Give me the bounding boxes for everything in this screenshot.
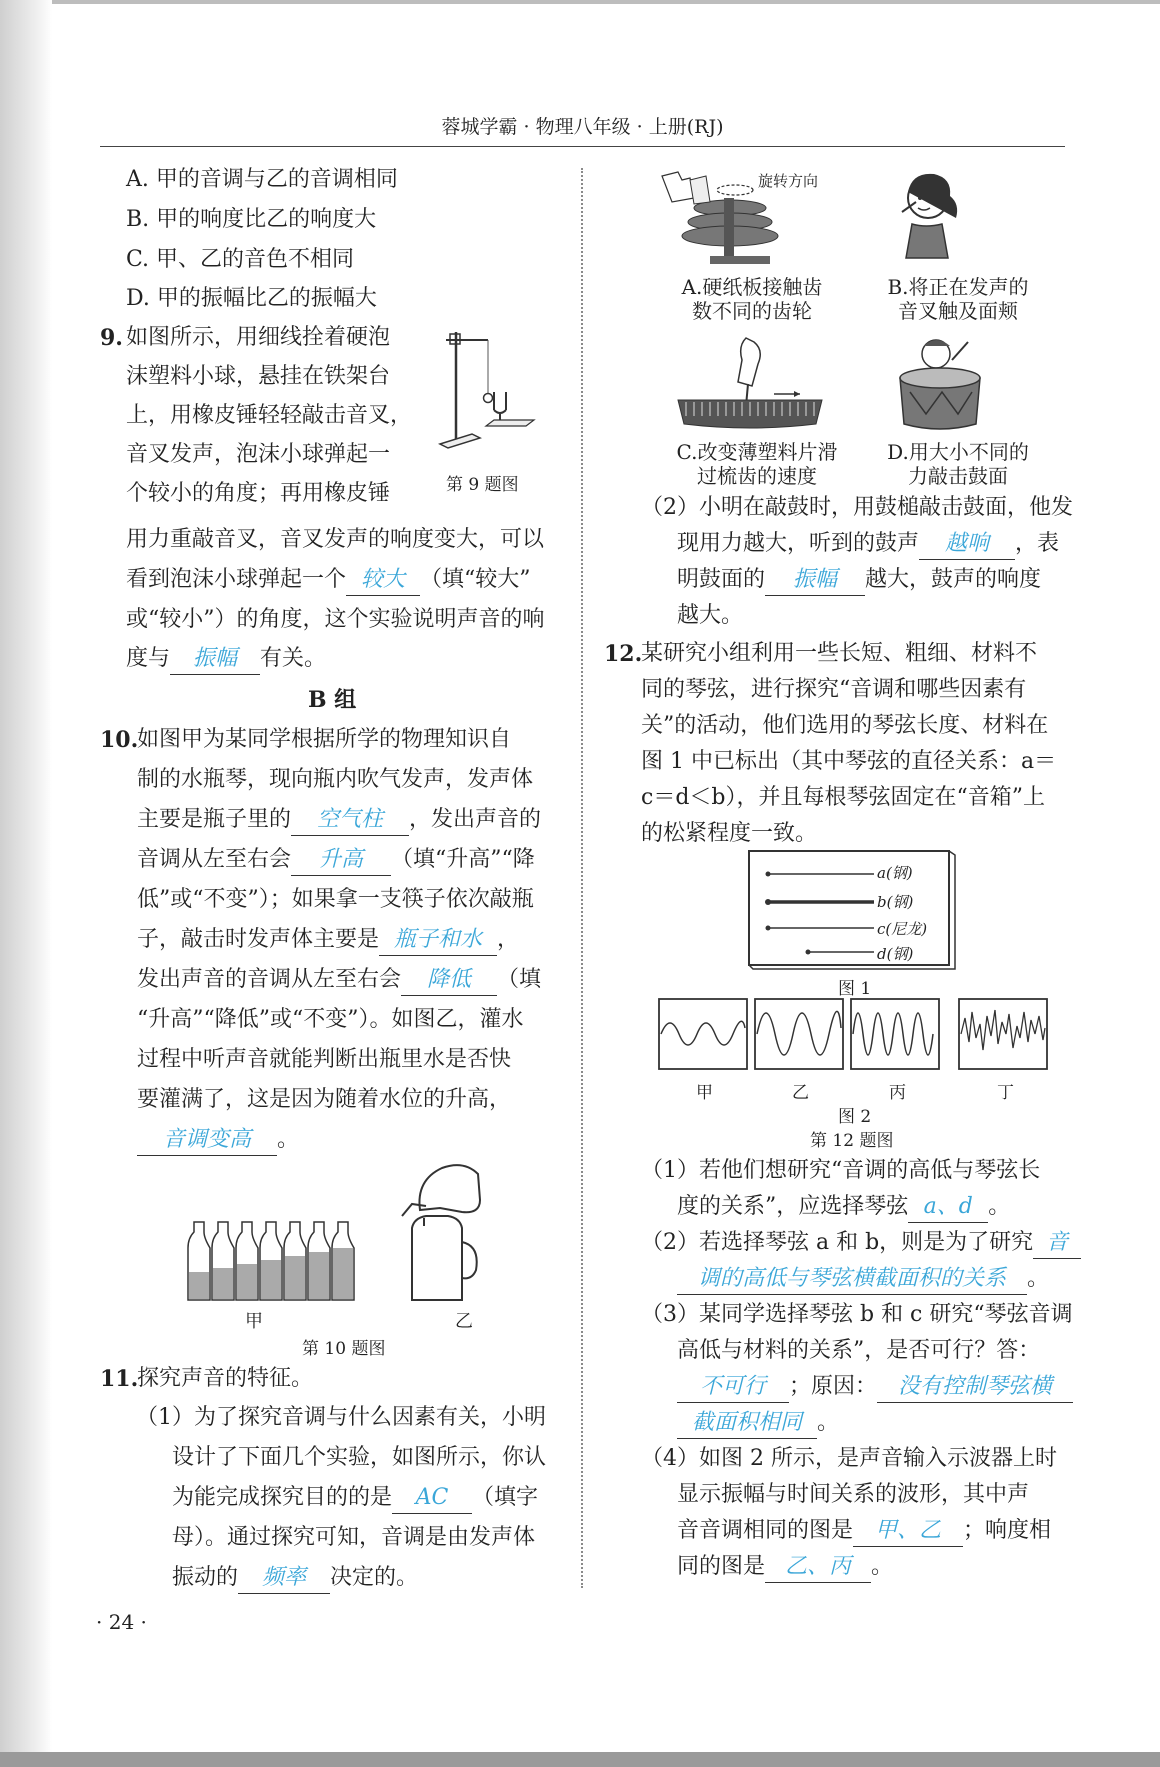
answer-blank[interactable]: 较大 (346, 565, 420, 596)
answer-blank[interactable]: a、d (908, 1192, 988, 1223)
q12-line: （4）如图 2 所示，是声音输入示波器上时 (641, 1446, 1057, 1471)
q11-fig-c-comb (676, 336, 826, 436)
q9-figure (436, 322, 546, 452)
q10-label-b: 乙 (455, 1311, 473, 1332)
q10-line: 音调变高 。 (137, 1122, 299, 1158)
q12-line: 度的关系”，应选择琴弦 a、d 。 (677, 1189, 1010, 1225)
answer-blank[interactable]: 调的高低与琴弦横截面积的关系 (677, 1264, 1027, 1295)
header-rule (100, 146, 1065, 147)
answer-blank[interactable]: 频率 (238, 1563, 330, 1594)
answer-blank[interactable]: 甲、乙 (853, 1516, 963, 1547)
column-separator (581, 168, 583, 1588)
q12-line: 同的图是 乙、丙 。 (677, 1549, 893, 1585)
q12-line: 高低与材料的关系”，是否可行？答： (677, 1338, 1041, 1363)
q10-line: 发出声音的音调从左至右会 降低 （填 (137, 962, 541, 998)
q9-line: 沫塑料小球，悬挂在铁架台 (126, 364, 391, 389)
q11-fig-d-drum (896, 334, 986, 434)
q8-option-d: D. 甲的振幅比乙的振幅大 (126, 286, 377, 311)
q11-fig-c-label: C.改变薄塑料片滑 过梳齿的速度 (676, 440, 838, 488)
q11-line: 越大。 (677, 603, 744, 628)
string-label: b(钢) (877, 893, 914, 911)
q11-fig-b-face (890, 168, 970, 260)
q11-line: （1）为了探究音调与什么因素有关，小明 (136, 1405, 546, 1430)
q9-line: 度与 振幅 有关。 (126, 641, 326, 677)
q12-line: 的松紧程度一致。 (641, 821, 818, 846)
q10-line: 过程中听声音就能判断出瓶里水是否快 (137, 1047, 512, 1072)
kettle-and-jug (402, 1165, 480, 1300)
answer-blank[interactable]: 乙、丙 (765, 1552, 871, 1583)
rotation-label: 旋转方向 (758, 172, 819, 190)
string-label: d(钢) (877, 945, 914, 963)
q9-line: 或“较小”）的角度，这个实验说明声音的响 (126, 607, 545, 632)
q12-fig1-string-box (748, 850, 958, 970)
q9-line: 如图所示，用细线拴着硬泡 (126, 325, 391, 350)
answer-blank[interactable]: 音 (1033, 1228, 1081, 1259)
q12-line: （3）某同学选择琴弦 b 和 c 研究“琴弦音调 (641, 1302, 1073, 1327)
answer-blank[interactable]: 振幅 (765, 565, 865, 596)
q12-line: 截面积相同 。 (677, 1405, 839, 1441)
q12-figure-caption: 第 12 题图 (810, 1131, 894, 1151)
top-edge (0, 0, 1160, 4)
answer-blank[interactable]: 瓶子和水 (379, 925, 497, 956)
q11-fig-d-label: D.用大小不同的 力敲击鼓面 (887, 440, 1029, 488)
answer-blank[interactable]: 越响 (919, 529, 1015, 560)
q12-line: 不可行 ；原因： 没有控制琴弦横 (677, 1369, 1073, 1405)
bottom-edge (0, 1752, 1160, 1767)
q10-line: 如图甲为某同学根据所学的物理知识自 (137, 727, 512, 752)
q10-line: “升高”“降低”或“不变”）。如图乙，灌水 (137, 1007, 524, 1032)
q10-line: 要灌满了，这是因为随着水位的升高， (137, 1087, 512, 1112)
wave-label: 丙 (889, 1083, 906, 1103)
q10-line: 低”或“不变”）；如果拿一支筷子依次敲瓶 (137, 887, 534, 912)
string-label: c(尼龙) (877, 920, 928, 938)
q9-figure-caption: 第 9 题图 (446, 475, 519, 495)
answer-blank[interactable]: 空气柱 (291, 805, 409, 836)
wave-label: 乙 (792, 1083, 809, 1103)
waveform-yi (755, 999, 843, 1069)
q9-line: 音叉发声，泡沫小球弹起一 (126, 442, 391, 467)
q12-line: 图 1 中已标出（其中琴弦的直径关系：a＝ (641, 749, 1057, 774)
q12-line: 音音调相同的图是 甲、乙 ；响度相 (677, 1513, 1051, 1549)
wave-label: 甲 (696, 1083, 713, 1103)
q8-option-b: B. 甲的响度比乙的响度大 (126, 207, 377, 232)
binding-shadow (0, 0, 52, 1767)
q11-line: 振动的 频率 决定的。 (172, 1560, 418, 1596)
q12-line: 同的琴弦，进行探究“音调和哪些因素有 (641, 677, 1027, 702)
q11-line: 为能完成探究目的的是 AC （填字 (172, 1480, 538, 1516)
q11-line: 现用力越大，听到的鼓声 越响 ，表 (677, 526, 1059, 562)
q10-line: 主要是瓶子里的 空气柱 ，发出声音的 (137, 802, 541, 838)
q12-line: 某研究小组利用一些长短、粗细、材料不 (641, 641, 1038, 666)
string-label: a(钢) (877, 864, 913, 882)
q9-line: 看到泡沫小球弹起一个 较大 （填“较大” (126, 562, 531, 598)
q10-number: 10. (100, 727, 139, 753)
q11-title: 探究声音的特征。 (137, 1366, 314, 1391)
answer-blank[interactable]: 升高 (291, 845, 391, 876)
bottle-row (188, 1222, 354, 1300)
q12-number: 12. (604, 641, 643, 667)
q12-line: c＝d＜b），并且每根琴弦固定在“音箱”上 (641, 785, 1045, 810)
answer-blank[interactable]: 振幅 (170, 644, 260, 675)
answer-blank[interactable]: 不可行 (677, 1372, 789, 1403)
answer-blank[interactable]: 音调变高 (137, 1125, 277, 1156)
answer-blank[interactable]: AC (392, 1483, 472, 1514)
q10-line: 音调从左至右会 升高 （填“升高”“降 (137, 842, 535, 878)
q12-line: （1）若他们想研究“音调的高低与琴弦长 (641, 1158, 1041, 1183)
q12-fig2-label: 图 2 (838, 1107, 872, 1127)
q11-number: 11. (100, 1366, 139, 1392)
q10-line: 制的水瓶琴，现向瓶内吹气发声，发声体 (137, 767, 534, 792)
q12-fig2-waveforms (658, 998, 1050, 1072)
answer-blank[interactable]: 没有控制琴弦横 (877, 1372, 1073, 1403)
q10-figure (180, 1160, 520, 1300)
waveform-ding (959, 999, 1047, 1069)
q10-label-a: 甲 (245, 1311, 263, 1332)
q10-line: 子，敲击时发声体主要是 瓶子和水 ， (137, 922, 519, 958)
waveform-bing (851, 999, 939, 1069)
q12-fig1-label: 图 1 (838, 979, 872, 999)
q12-line: 显示振幅与时间关系的波形，其中声 (677, 1482, 1030, 1507)
group-b-heading: B 组 (308, 687, 357, 713)
q11-line: 母）。通过探究可知，音调是由发声体 (172, 1525, 536, 1550)
q12-line: 调的高低与琴弦横截面积的关系 。 (677, 1261, 1049, 1297)
q9-line: 用力重敲音叉，音叉发声的响度变大，可以 (126, 527, 545, 552)
q11-fig-a-label: A.硬纸板接触齿 数不同的齿轮 (681, 275, 823, 323)
wave-label: 丁 (997, 1083, 1014, 1103)
q9-number: 9. (100, 325, 123, 351)
answer-blank[interactable]: 降低 (401, 965, 497, 996)
q11-line: （2）小明在敲鼓时，用鼓槌敲击鼓面，他发 (641, 495, 1073, 520)
q11-line: 明鼓面的 振幅 越大，鼓声的响度 (677, 562, 1041, 598)
answer-blank[interactable]: 截面积相同 (677, 1408, 817, 1439)
q11-fig-b-label: B.将正在发声的 音叉触及面颊 (887, 275, 1029, 323)
q10-figure-caption: 第 10 题图 (302, 1339, 386, 1359)
q9-line: 个较小的角度；再用橡皮锤 (126, 481, 391, 506)
q12-line: （2）若选择琴弦 a 和 b，则是为了研究 音 (641, 1225, 1081, 1261)
q11-line: 设计了下面几个实验，如图所示，你认 (172, 1445, 547, 1470)
page-header: 蓉城学霸 · 物理八年级 · 上册(RJ) (441, 116, 724, 138)
q12-line: 关”的活动，他们选用的琴弦长度、材料在 (641, 713, 1049, 738)
q9-line: 上，用橡皮锤轻轻敲击音叉， (126, 403, 413, 428)
page-number: · 24 · (96, 1610, 147, 1634)
q8-option-c: C. 甲、乙的音色不相同 (126, 247, 355, 272)
q8-option-a: A. 甲的音调与乙的音调相同 (126, 167, 398, 192)
